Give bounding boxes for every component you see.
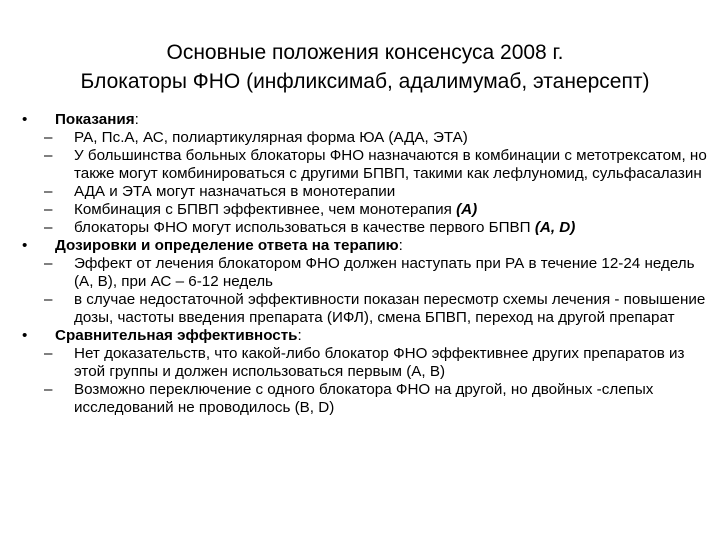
title-line-1: Основные положения консенсуса 2008 г. bbox=[166, 41, 564, 64]
list-item bbox=[22, 345, 707, 381]
section-heading: Сравнительная эффективность bbox=[55, 327, 298, 344]
section-heading-colon: : bbox=[134, 111, 139, 128]
list-item bbox=[22, 291, 707, 327]
evidence-level: (A, D) bbox=[534, 219, 576, 236]
section-heading: Дозировки и определение ответа на терапию bbox=[55, 237, 399, 254]
list-item-text: У большинства больных блокаторы ФНО назначаются в комбинации с метотрексатом, но также могут комбинироваться с другими БПВП, такими как лефлуномид, сульфасалазин bbox=[74, 147, 707, 182]
dash-mark: – bbox=[44, 129, 53, 146]
title-line-2: Блокаторы ФНО (инфликсимаб, адалимумаб, этанерсепт) bbox=[80, 70, 650, 93]
list-item bbox=[22, 129, 707, 147]
section-comparative-efficacy bbox=[22, 327, 707, 345]
list-item-text: Эффект от лечения блокатором ФНО должен наступать при РА в течение 12-24 недель (A, B), при АС – 6-12 недель bbox=[74, 255, 695, 290]
slide-title bbox=[20, 38, 710, 96]
section-heading-colon: : bbox=[398, 237, 403, 254]
slide-content bbox=[22, 111, 707, 417]
bullet-mark: • bbox=[22, 111, 28, 128]
list-item bbox=[22, 219, 707, 237]
dash-mark: – bbox=[44, 219, 53, 236]
list-item-text: блокаторы ФНО могут использоваться в качестве первого БПВП bbox=[74, 219, 535, 236]
list-item bbox=[22, 381, 707, 417]
list-item-text: Комбинация с БПВП эффективнее, чем монотерапия bbox=[74, 201, 457, 218]
section-indications bbox=[22, 111, 707, 129]
list-item bbox=[22, 147, 707, 183]
dash-mark: – bbox=[44, 291, 53, 308]
section-heading: Показания bbox=[55, 111, 135, 128]
dash-mark: – bbox=[44, 345, 53, 362]
dash-mark: – bbox=[44, 255, 53, 272]
bullet-mark: • bbox=[22, 327, 28, 344]
dash-mark: – bbox=[44, 183, 53, 200]
list-item-text: РА, Пс.А, АС, полиартикулярная форма ЮА (АДА, ЭТА) bbox=[74, 129, 468, 146]
list-item-text: Нет доказательств, что какой-либо блокатор ФНО эффективнее других препаратов из этой группы и должен использоваться первым (A, B) bbox=[74, 345, 685, 380]
list-item-text: Возможно переключение с одного блокатора ФНО на другой, но двойных -слепых исследований не проводилось (B, D) bbox=[74, 381, 654, 416]
list-item-text: в случае недостаточной эффективности показан пересмотр схемы лечения - повышение дозы, частоты введения препарата (ИФЛ), смена БПВП, переход на другой препарат bbox=[74, 291, 706, 326]
list-item bbox=[22, 201, 707, 219]
dash-mark: – bbox=[44, 201, 53, 218]
section-dosage bbox=[22, 237, 707, 255]
dash-mark: – bbox=[44, 147, 53, 164]
section-heading-colon: : bbox=[297, 327, 302, 344]
dash-mark: – bbox=[44, 381, 53, 398]
evidence-level: (A) bbox=[456, 201, 478, 218]
list-item bbox=[22, 255, 707, 291]
bullet-mark: • bbox=[22, 237, 28, 254]
list-item-text: АДА и ЭТА могут назначаться в монотерапии bbox=[74, 183, 396, 200]
list-item bbox=[22, 183, 707, 201]
